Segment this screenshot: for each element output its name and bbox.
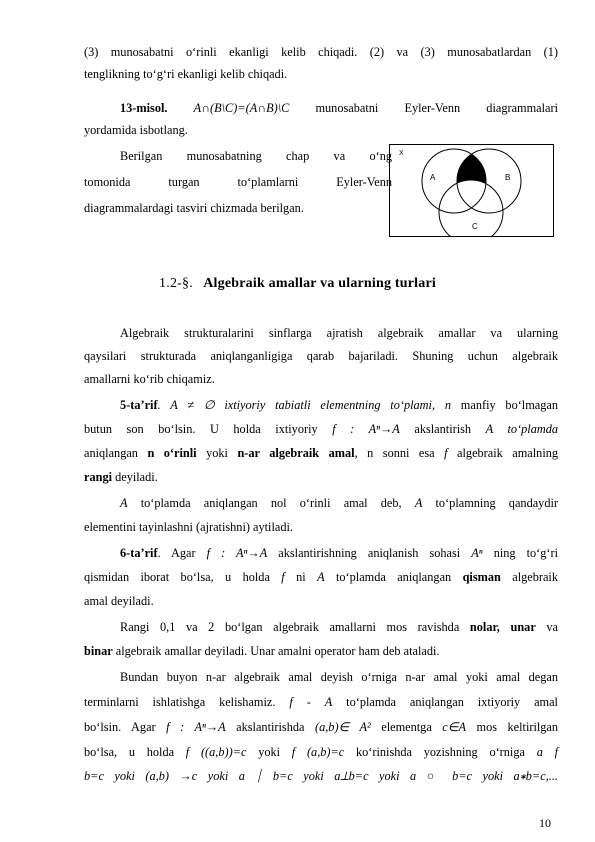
section-title: Algebraik amallar va ularning turlari [203,276,436,291]
text-line: amal deyiladi. [84,594,154,608]
text: to‘plamning qandaydir [435,496,558,510]
formula: A∩(B\C)=(A∩B)\C [193,101,290,115]
text-line: amallarni ko‘rib chiqamiz. [84,372,215,386]
term: binar [84,644,113,658]
text: Eyler-Venn diagrammalari [404,101,559,115]
definition-5-line1 [120,397,558,413]
text-line: elementini tayinlashni (ajratishni) aytiladi. [84,520,293,534]
formula: f [444,446,448,460]
text: bo‘lsa, u holda [84,745,175,759]
text: - [306,695,311,709]
formula: f : Aⁿ→A [166,720,226,734]
text: aniqlangan [84,446,138,460]
text: terminlarni ishlatishga kelishamiz. [84,695,276,709]
term: n o‘rinli [147,446,197,460]
text: . A ≠ ∅ ixtiyoriy tabiatli elementning to‘plami, [157,398,436,412]
text-line: tomonida turgan to‘plamlarni Eyler-Venn [84,175,392,189]
definition-label: 5-ta’rif [120,398,158,412]
text-line: Bundan buyon n-ar algebraik amal deyish o‘rniga n-ar amal yoki amal degan [120,670,558,684]
text-line: yordamida isbotlang. [84,123,188,137]
formula: f : Aⁿ→A [332,422,400,436]
text: bo‘lsin. Agar [84,720,156,734]
text: to‘plamda aniqlangan [335,570,452,584]
text-line [120,495,558,511]
text: deyiladi. [115,470,158,484]
text: yoki [258,745,281,759]
text: ni [296,570,306,584]
text-line: diagrammalardagi tasviri chizmada berilgan. [84,201,304,215]
text: va [546,620,559,634]
text-line: Berilgan munosabatning chap va o‘ng [120,149,392,163]
text-line: qaysilari strukturada aniqlanganligiga qarab bajariladi. Shuning uchun algebraik [84,349,558,363]
label-b: B [505,173,511,182]
label-x: X [399,150,404,157]
text: to‘plamda aniqlangan ixtiyoriy amal [346,695,558,709]
text: akslantirish [414,422,472,436]
text: akslantirishning aniqlanish sohasi [278,546,461,560]
label-c: C [472,222,478,231]
text-line [84,694,558,710]
formula: f [289,695,293,709]
formula: a f [536,745,558,759]
text-line [84,643,558,659]
text: . Agar [157,546,196,560]
text-line [84,569,558,585]
text-line [84,421,558,437]
text-line [84,469,558,485]
text: manfiy bo‘lmagan [460,398,559,412]
definition-6-line1 [120,545,558,561]
text-line: Algebraik strukturalarini sinflarga ajratish algebraik amallar va ularning [120,326,558,340]
text-line: tenglikning to‘g‘ri ekanligi kelib chiqadi. [84,67,288,81]
section-heading [0,276,595,292]
term: nolar, unar [469,620,536,634]
text: ning to‘g‘ri [493,546,559,560]
text-line [84,719,558,735]
text: ko‘rinishda yozishning o‘rniga [356,745,525,759]
example-13-line1 [120,100,558,116]
text: A to‘plamda [485,422,559,436]
text: A [120,496,128,510]
text: n [444,398,451,412]
page-number: 10 [539,816,551,830]
formula: Aⁿ [471,546,483,560]
text-line: b=c yoki (a,b) →c yoki a ⏐ b=c yoki a⊥b=c yoki a ○ b=c yoki a∗b=c,... [84,769,558,783]
formula: c∈A [442,720,466,734]
term: qisman [462,570,501,584]
text: butun son bo‘lsin. U holda ixtiyoriy [84,422,318,436]
text: mos keltirilgan [476,720,559,734]
text: algebraik amallar deyiladi. Unar amalni operator ham deb ataladi. [115,644,440,658]
term: n-ar algebraik amal [237,446,355,460]
term: rangi [84,470,113,484]
formula: (a,b)∈ A² [314,720,371,734]
formula: f [281,570,285,584]
section-number: 1.2-§. [159,276,193,291]
text: to‘plamda aniqlangan nol o‘rinli amal deb, [140,496,402,510]
definition-label: 6-ta’rif [120,546,158,560]
text-line: (3) munosabatni o‘rinli ekanligi kelib chiqadi. (2) va (3) munosabatlardan (1) [84,45,558,59]
text-line [120,619,558,635]
example-label: 13-misol. [120,101,168,115]
formula: f (a,b)=c [291,745,345,759]
text: akslantirishda [236,720,305,734]
text-line [84,744,558,760]
venn-diagram [389,144,554,237]
text: yoki [206,446,228,460]
formula: f : Aⁿ→A [206,546,268,560]
text: , n sonni esa [354,446,435,460]
text: algebraik amalning [457,446,559,460]
text-line [84,445,558,461]
text: qismidan iborat bo‘lsa, u holda [84,570,270,584]
text: munosabatni [315,101,379,115]
text: A [414,496,423,510]
text: Rangi 0,1 va 2 bo‘lgan algebraik amallarni mos ravishda [120,620,460,634]
text: A [324,695,333,709]
label-a: A [430,173,436,182]
text: elementga [381,720,432,734]
text: algebraik [512,570,558,584]
formula: f ((a,b))=c [185,745,247,759]
text: A [317,570,325,584]
